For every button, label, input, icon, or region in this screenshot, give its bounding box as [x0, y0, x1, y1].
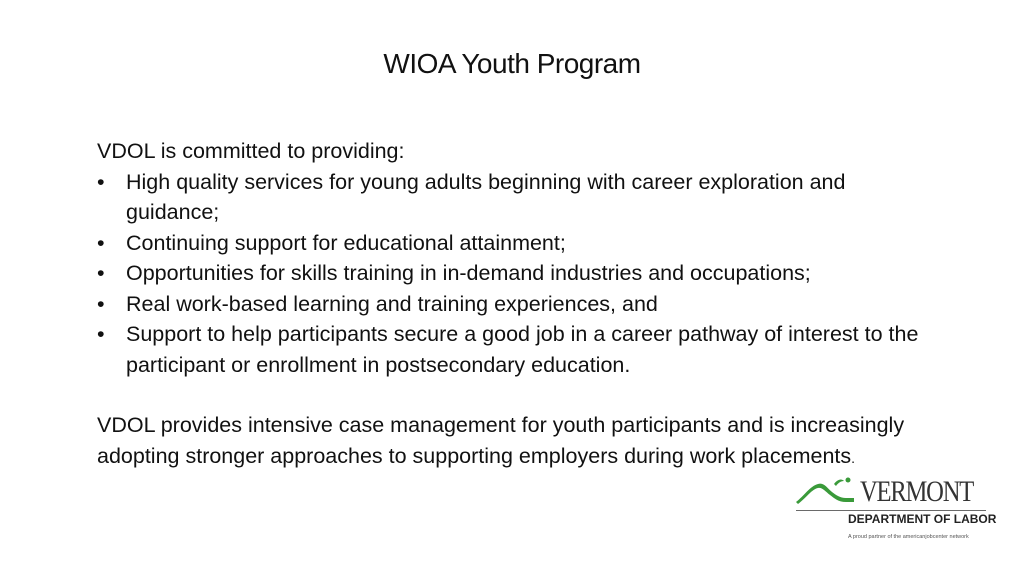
bullet-item: [97, 228, 927, 259]
summary-text: VDOL provides intensive case management for youth participants and is increasingly adopting stronger approaches to supporting employers during work placements: [97, 413, 905, 468]
mountain-logo-icon: [794, 472, 864, 506]
logo-divider: [796, 510, 986, 511]
logo-vermont-text: VERMONT: [860, 475, 974, 508]
summary-paragraph: [97, 410, 927, 473]
vermont-dol-logo: [794, 472, 997, 548]
bullet-text: Opportunities for skills training in in-demand industries and occupations;: [126, 261, 811, 285]
bullet-text: Real work-based learning and training experiences, and: [126, 291, 658, 316]
bullet-item: [97, 258, 927, 289]
bullet-dot-icon: •: [97, 230, 105, 255]
bullet-dot-icon: •: [97, 261, 105, 285]
bullet-list: [97, 167, 927, 381]
summary-period: .: [851, 449, 856, 466]
bullet-item: [97, 167, 927, 228]
bullet-text: Support to help participants secure a good job in a career pathway of interest to the participant or enrollment in postsecondary education.: [126, 322, 919, 377]
slide-body: [97, 136, 927, 473]
bullet-dot-icon: •: [97, 322, 105, 346]
bullet-dot-icon: •: [97, 169, 105, 194]
bullet-text: Continuing support for educational attainment;: [126, 230, 566, 255]
intro-text: VDOL is committed to providing:: [97, 139, 405, 163]
bullet-dot-icon: •: [97, 291, 105, 316]
logo-partner-text: A proud partner of the americanjobcenter network: [848, 534, 969, 540]
bullet-item: [97, 319, 927, 380]
logo-department-text: DEPARTMENT OF LABOR: [848, 512, 997, 526]
slide-title: WIOA Youth Program: [383, 48, 641, 79]
bullet-text: High quality services for young adults beginning with career exploration and guidance;: [126, 169, 846, 224]
bullet-item: [97, 289, 927, 320]
